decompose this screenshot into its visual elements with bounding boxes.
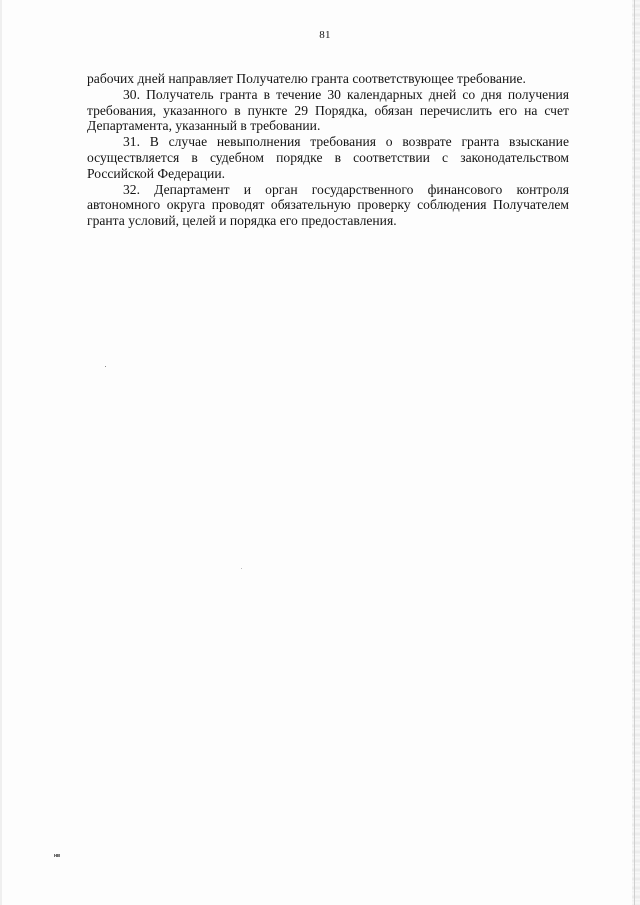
scan-speck [105, 366, 106, 367]
paragraph-32: 32. Департамент и орган государственного финансового контроля автономного округа проводят обязательную проверку соблюдения Получателем гранта условий, целей и порядка его предоставления. [87, 181, 569, 229]
footer-initials: нв [54, 853, 61, 859]
paragraph-continuation: рабочих дней направляет Получателю гранта соответствующее требование. [87, 71, 526, 86]
paragraph-31: 31. В случае невыполнения требования о возврате гранта взыскание осуществляется в судебном порядке в соответствии с законодательством Российской Федерации. [87, 134, 569, 181]
scan-left-edge [0, 0, 2, 905]
scan-right-edge-line [634, 0, 635, 905]
scan-speck [241, 568, 242, 569]
page-number: 81 [319, 29, 331, 41]
document-body [87, 71, 569, 229]
paragraph-30: 30. Получатель гранта в течение 30 календарных дней со дня получения требования, указанного в пункте 29 Порядка, обязан перечислить его на счет Департамента, указанный в требовании. [87, 86, 569, 134]
